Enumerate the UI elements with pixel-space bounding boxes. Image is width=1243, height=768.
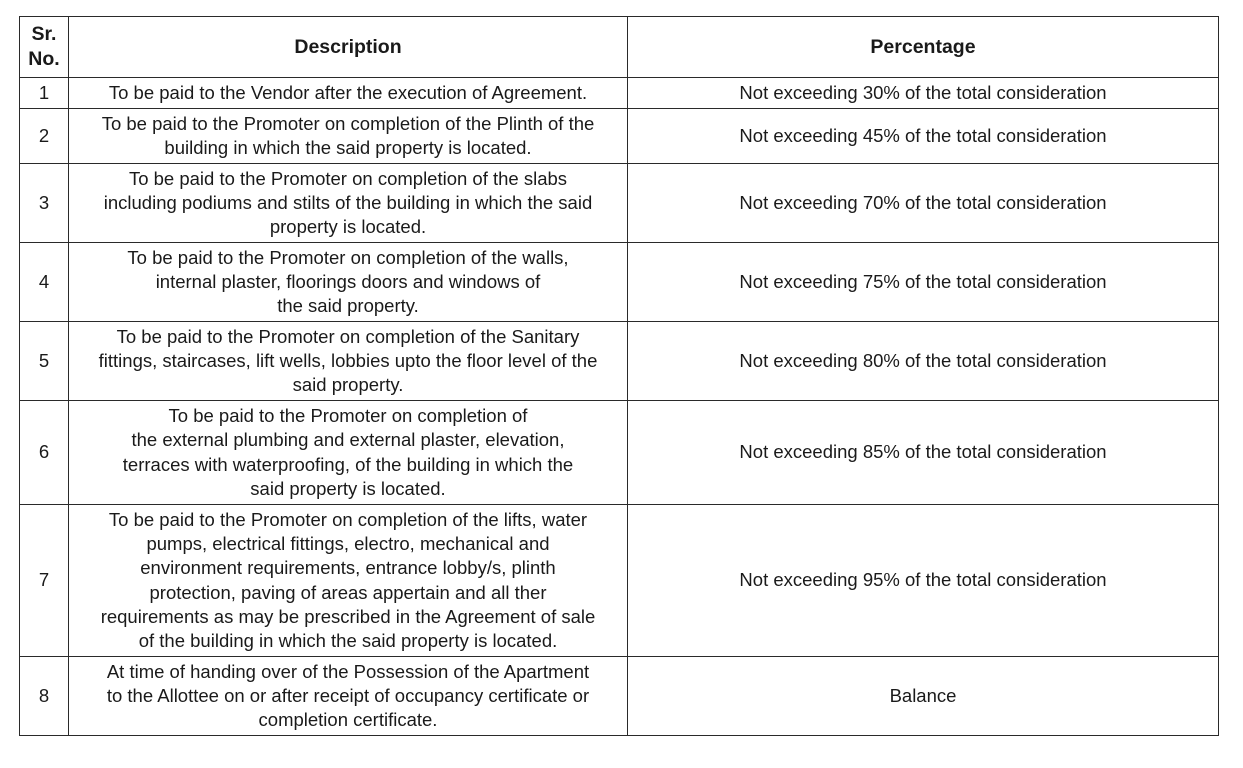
header-sr-no — [20, 17, 69, 78]
table-body — [20, 78, 1219, 736]
cell-sr-no: 5 — [20, 322, 69, 401]
table-row — [20, 657, 1219, 736]
cell-description: To be paid to the Promoter on completion of the lifts, water pumps, electrical fittings, electro, mechanical and environment requirements, entrance lobby/s, plinth protection, paving of areas appertain and all ther requirements as may be prescribed in the Agreement of sale of the building in which the said property is located. — [69, 505, 628, 657]
cell-percentage: Not exceeding 70% of the total consideration — [628, 164, 1219, 243]
table-row — [20, 78, 1219, 109]
cell-percentage: Not exceeding 95% of the total consideration — [628, 505, 1219, 657]
cell-percentage: Not exceeding 80% of the total consideration — [628, 322, 1219, 401]
cell-percentage: Not exceeding 75% of the total consideration — [628, 243, 1219, 322]
cell-description: To be paid to the Promoter on completion of the slabs including podiums and stilts of the building in which the said property is located. — [69, 164, 628, 243]
table-row — [20, 164, 1219, 243]
payment-schedule-table — [19, 16, 1219, 736]
cell-sr-no: 1 — [20, 78, 69, 109]
cell-description: To be paid to the Vendor after the execution of Agreement. — [69, 78, 628, 109]
cell-sr-no: 2 — [20, 109, 69, 164]
table-row — [20, 243, 1219, 322]
cell-description: To be paid to the Promoter on completion of the walls, internal plaster, floorings doors and windows of the said property. — [69, 243, 628, 322]
cell-sr-no: 7 — [20, 505, 69, 657]
header-percentage: Percentage — [628, 17, 1219, 78]
cell-description: To be paid to the Promoter on completion of the Sanitary fittings, staircases, lift wells, lobbies upto the floor level of the said property. — [69, 322, 628, 401]
table-row — [20, 322, 1219, 401]
cell-sr-no: 8 — [20, 657, 69, 736]
cell-percentage: Not exceeding 45% of the total consideration — [628, 109, 1219, 164]
cell-description: To be paid to the Promoter on completion of the Plinth of the building in which the said property is located. — [69, 109, 628, 164]
cell-sr-no: 3 — [20, 164, 69, 243]
table-row — [20, 401, 1219, 505]
header-sr-no-line2: No. — [28, 48, 60, 70]
header-sr-no-line1: Sr. — [31, 23, 57, 45]
cell-description: At time of handing over of the Possession of the Apartment to the Allottee on or after receipt of occupancy certificate or completion certificate. — [69, 657, 628, 736]
table-header — [20, 17, 1219, 78]
cell-sr-no: 4 — [20, 243, 69, 322]
cell-sr-no: 6 — [20, 401, 69, 505]
table-row — [20, 109, 1219, 164]
cell-percentage: Not exceeding 30% of the total consideration — [628, 78, 1219, 109]
header-row — [20, 17, 1219, 78]
table-row — [20, 505, 1219, 657]
cell-description: To be paid to the Promoter on completion of the external plumbing and external plaster, elevation, terraces with waterproofing, of the building in which the said property is located. — [69, 401, 628, 505]
cell-percentage: Not exceeding 85% of the total consideration — [628, 401, 1219, 505]
header-description: Description — [69, 17, 628, 78]
cell-percentage: Balance — [628, 657, 1219, 736]
